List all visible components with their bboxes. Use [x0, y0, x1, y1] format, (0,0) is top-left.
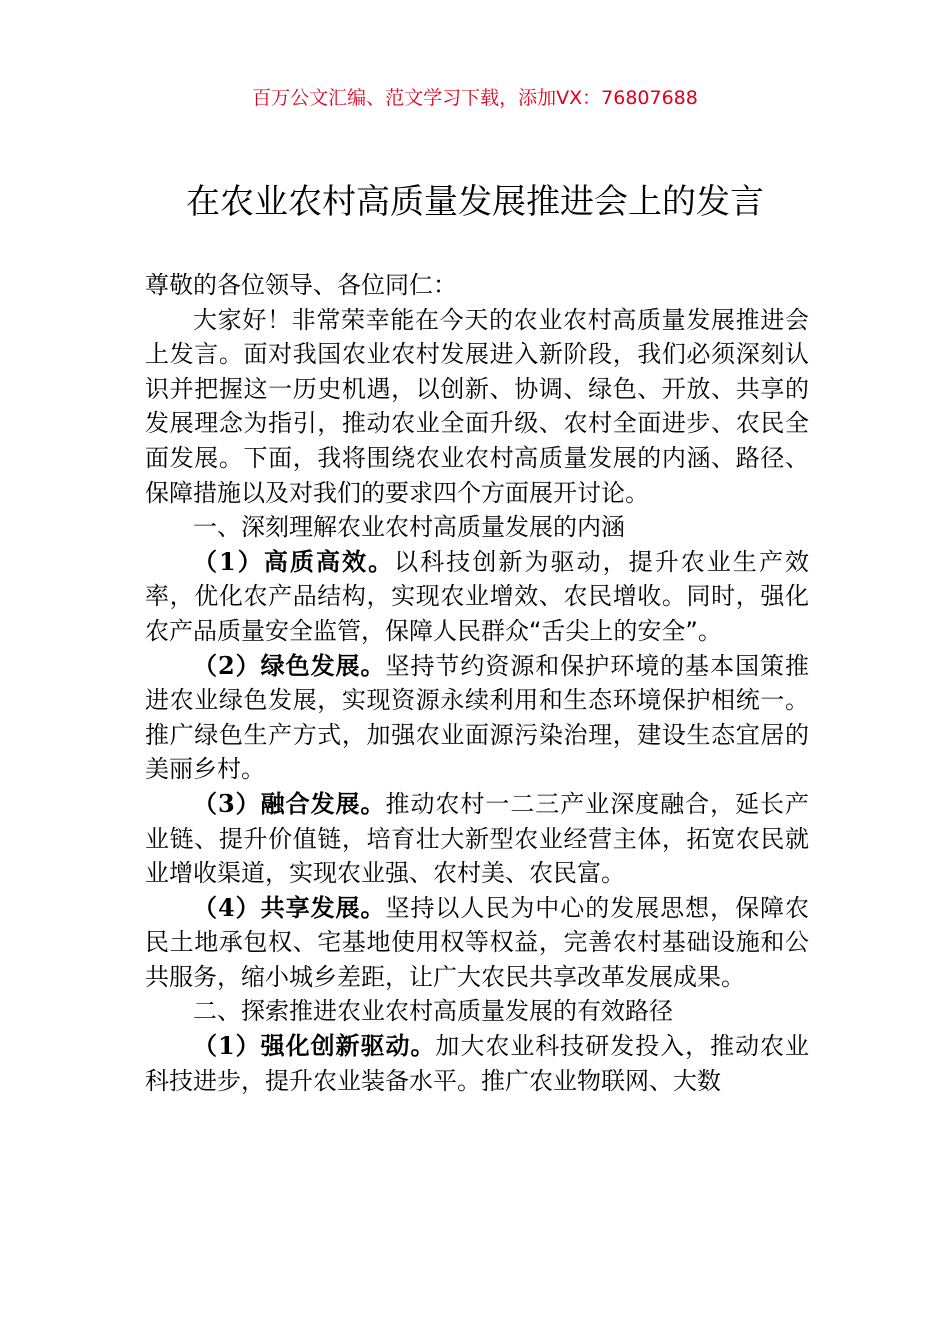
list-item	[145, 787, 809, 891]
list-item	[145, 649, 809, 787]
item-title: 共享发展。	[260, 893, 386, 922]
item-text: 推动农村一二三产业深度融合，延长产业链、提升价值链，培育壮大新型农业经营主体，拓宽农民就业增收渠道，实现农业强、农村美、农民富。	[145, 789, 810, 888]
list-item	[145, 1029, 809, 1098]
item-number: （3）	[193, 788, 261, 818]
list-item	[145, 891, 809, 995]
section-heading-2: 二、探索推进农业农村高质量发展的有效路径	[193, 997, 673, 1026]
item-title: 绿色发展。	[260, 651, 386, 680]
item-text: 坚持以人民为中心的发展思想，保障农民土地承包权、宅基地使用权等权益，完善农村基础设施和公共服务，缩小城乡差距，让广大农民共享改革发展成果。	[145, 893, 810, 991]
item-text: 加大农业科技研发投入，推动农业科技进步，提升农业装备水平。推广农业物联网、大数	[145, 1032, 810, 1095]
item-text: 坚持节约资源和保护环境的基本国策推进农业绿色发展，实现资源永续利用和生态环境保护相统一。推广绿色生产方式，加强农业面源污染治理，建设生态宜居的美丽乡村。	[145, 651, 810, 784]
section-heading-1: 一、深刻理解农业农村高质量发展的内涵	[193, 513, 625, 542]
list-item	[145, 545, 809, 649]
item-title: 融合发展。	[260, 789, 386, 818]
document-title: 在农业农村高质量发展推进会上的发言	[186, 182, 764, 222]
item-number: （2）	[193, 650, 261, 680]
watermark-text: 百万公文汇编、范文学习下载，添加VX：76807688	[252, 87, 698, 109]
salutation: 尊敬的各位领导、各位同仁：	[145, 271, 457, 299]
item-number: （4）	[193, 892, 261, 922]
intro-paragraph: 大家好！非常荣幸能在今天的农业农村高质量发展推进会上发言。面对我国农业农村发展进入新阶段，我们必须深刻认识并把握这一历史机遇，以创新、协调、绿色、开放、共享的发展理念为指引，推动农业全面升级、农村全面进步、农民全面发展。下面，我将围绕农业农村高质量发展的内涵、路径、保障措施以及对我们的要求四个方面展开讨论。	[145, 305, 809, 507]
item-text: 以科技创新为驱动，提升农业生产效率，优化农产品结构，实现农业增效、农民增收。同时，强化农产品质量安全监管，保障人民群众“舌尖上的安全”。	[145, 547, 810, 645]
item-number: （1）	[193, 1031, 261, 1061]
item-title: 强化创新驱动。	[260, 1032, 436, 1061]
item-number: （1）	[193, 546, 264, 576]
item-title: 高质高效。	[263, 547, 395, 576]
document-body	[145, 268, 809, 1098]
